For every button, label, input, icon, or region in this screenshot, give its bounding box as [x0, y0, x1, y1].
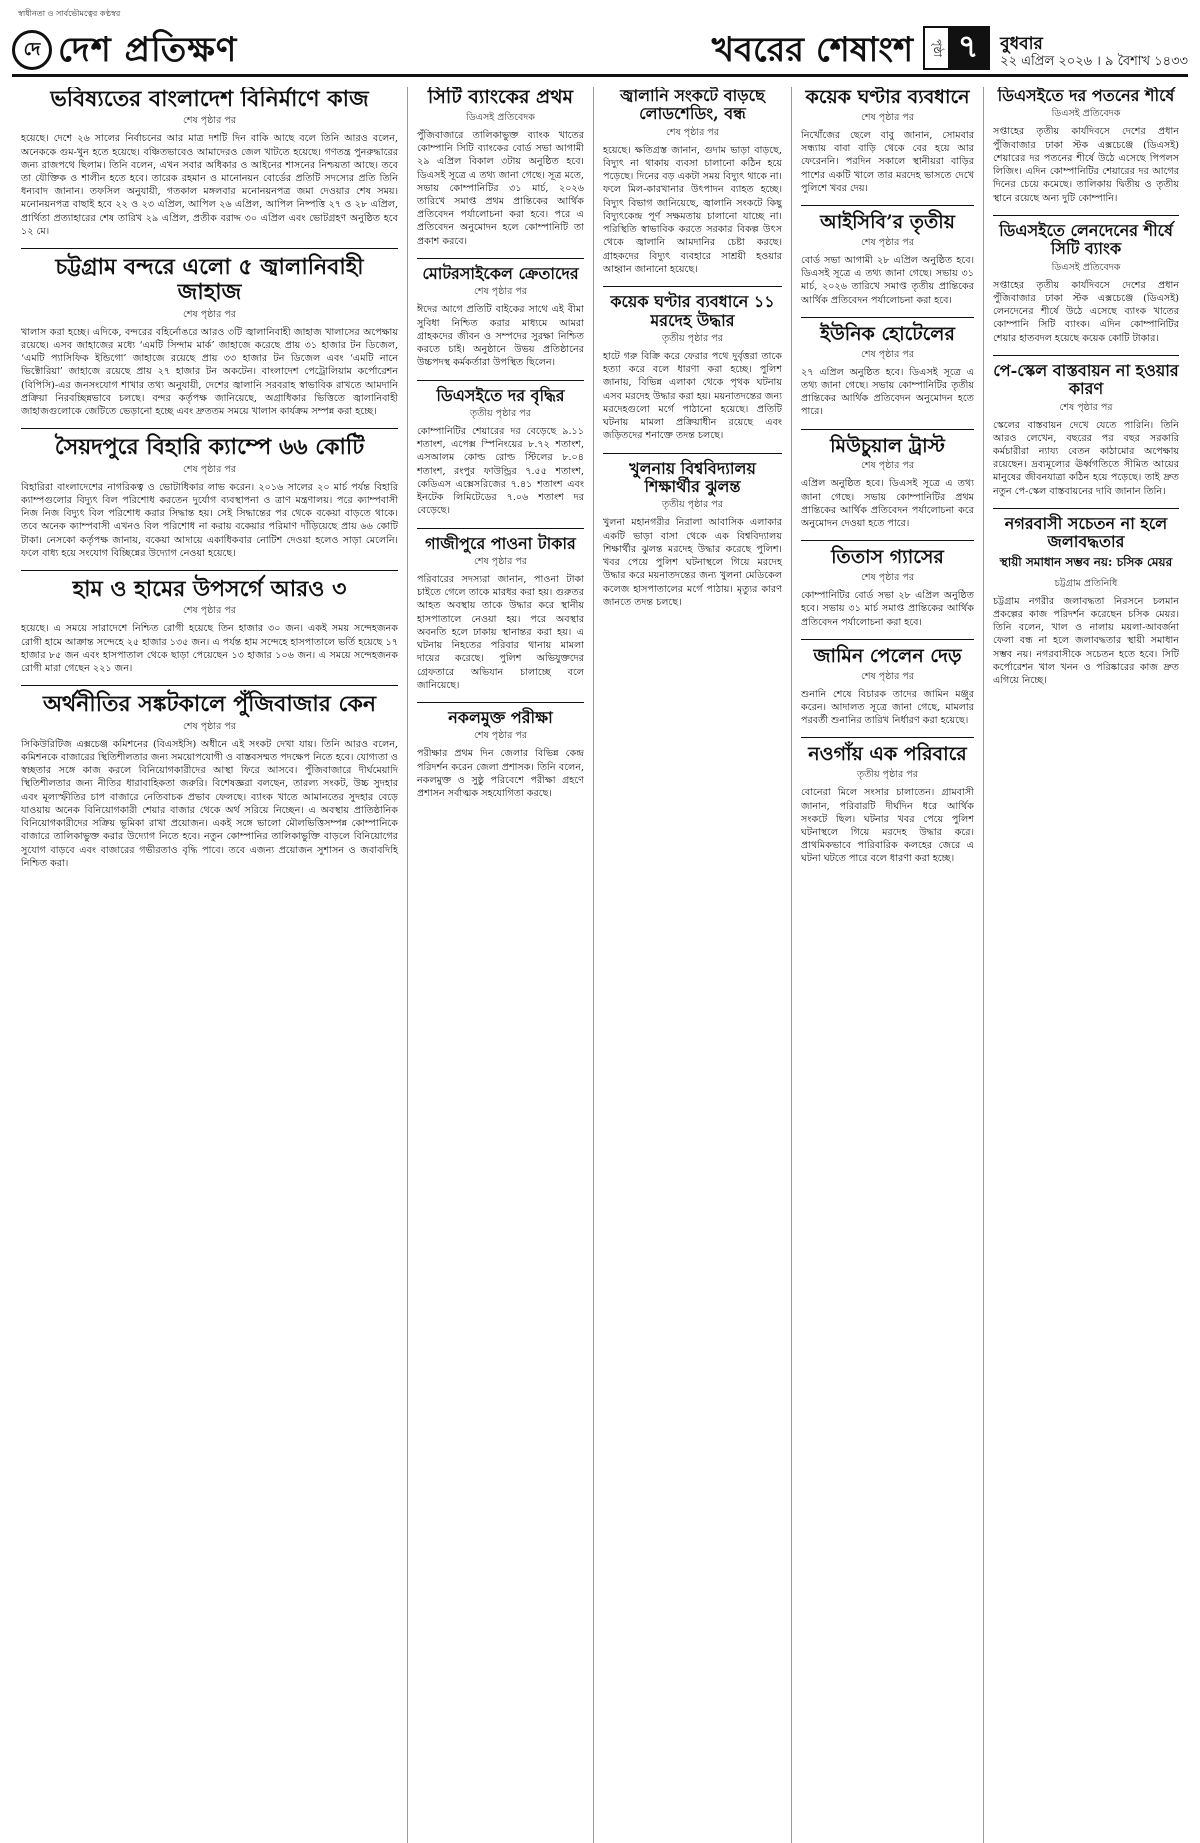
column-3 — [594, 87, 792, 1843]
article-body: কোম্পানিটির বোর্ড সভা ২৮ এপ্রিল অনুষ্ঠিত হবে। সভায় ৩১ মার্চ সমাপ্ত প্রান্তিকের আর্থিক প্রতিবেদন পর্যালোচনা করা হবে। — [801, 590, 974, 628]
article[interactable] — [993, 87, 1179, 205]
article-headline[interactable]: আইসিবি’র তৃতীয় — [820, 211, 955, 234]
header-right — [712, 26, 1188, 70]
article[interactable] — [993, 355, 1179, 498]
article-body: বিহারিরা বাংলাদেশের নাগরিকত্ব ও ভোটাধিকার লাভ করেন। ২০১৬ সালের ২০ মার্চ পর্যন্ত বিহারি ক্যাম্পগুলোর বিদ্যুৎ বিল পরিশোধ করতেন দুর্যোগ ব্যবস্থাপনা ও ত্রাণ মন্ত্রণালয়। পরে ক্যাম্পবাসী নিজ নিজ বিদ্যুৎ বিল পরিশোধ করার সিদ্ধান্ত হয়। সেই সিদ্ধান্তের পর থেকে বকেয়া বাড়তে থাকে। তবে অনেক ক্যাম্পবাসী এখনও বিল পরিশোধ না করায় বকেয়ার পরিমাণ দাঁড়িয়েছে প্রায় ৬৬ কোটি টাকা। নেসকো কর্তৃপক্ষ জানায়, বকেয়া আদায়ে একাধিকবার নোটিশ দেওয়া হলেও সাড়া মেলেনি। ফলে বাধ্য হয়ে সংযোগ বিচ্ছিন্নের উদ্যোগ নেওয়া হয়েছে। — [21, 481, 398, 559]
section-title: খবরের শেষাংশ — [711, 30, 914, 70]
article-byline: তৃতীয় পৃষ্ঠার পর — [857, 769, 918, 781]
article[interactable] — [801, 87, 974, 195]
article[interactable] — [993, 508, 1179, 687]
article-body: সপ্তাহের তৃতীয় কার্যদিবসে দেশের প্রধান পুঁজিবাজার ঢাকা স্টক এক্সচেঞ্জে (ডিএসই) লেনদেনের শীর্ষে উঠে এসেছে ব্যাংক খাতের কোম্পানি সিটি ব্যাংক। এদিন কোম্পানিটির শেয়ার হাতবদল হয়েছে কয়েক কোটি টাকার। — [993, 279, 1179, 344]
column-4 — [792, 87, 984, 1843]
article[interactable] — [603, 87, 782, 276]
article-body: হয়েছে। ক্ষতিগ্রস্ত জানান, গুদাম ভাড়া বাড়ছে, বিদ্যুৎ না থাকায় ব্যবসা চালানো কঠিন হয়ে পড়েছে। দিনের বড় একটা সময় বিদ্যুৎ থাকে না। ফলে মিল-কারখানার উৎপাদন ব্যাহত হচ্ছে। বিদ্যুৎ বিভাগ জানিয়েছে, জ্বালানি সংকটে কিছু বিদ্যুৎকেন্দ্র পূর্ণ সক্ষমতায় চালানো যাচ্ছে না। পরিস্থিতি স্বাভাবিক করতে সরকার বিকল্প উৎস থেকে জ্বালানি আমদানির চেষ্টা করছে। গ্রাহকদের বিদ্যুৎ ব্যবহারে সাশ্রয়ী হওয়ার আহ্বান জানানো হয়েছে। — [603, 144, 782, 275]
article-headline[interactable]: মিউচুয়াল ট্রাস্ট — [830, 434, 945, 457]
article[interactable] — [801, 205, 974, 307]
article-body: হয়েছে। দেশে ২৬ সালের নির্বাচনের আর মাত্র দশটি দিন বাকি আছে বলে তিনি আরও বলেন, অনেককে গুম-খুন হতে হয়েছে। বঞ্চিতভাবেও আমাদেরও জেল খাটতে হয়েছে। গণতন্ত্র পুনরুদ্ধারের জন্য রাজপথে ছিলাম। তিনি বলেন, এখন সবার অধিকার ও আইনের শাসনের নিশ্চয়তা আছে। তবে তা যৌক্তিক ও শালীন হতে হবে। তারেক রহমান ও মানোনয়ন বোর্ডের প্রতিটি সদস্যের প্রতি তিনি ধন্যবাদ জানান। তফসিল অনুযায়ী, গতকাল মঙ্গলবার মনোনয়নপত্র জমা দেওয়ার শেষ সময়। মনোনয়নপত্র বাছাই হবে ২২ ও ২৩ এপ্রিল, আপিল ২৬ এপ্রিল, আপিল নিষ্পত্তি ২৭ ও ২৮ এপ্রিল, প্রার্থিতা প্রত্যাহারের শেষ তারিখ ২৯ এপ্রিল, প্রতীক বরাদ্দ ৩০ এপ্রিল এবং ভোটগ্রহণ অনুষ্ঠিত হবে ১২ মে। — [21, 133, 398, 237]
article-headline[interactable]: গাজীপুরে পাওনা টাকার — [425, 533, 576, 553]
article-byline: শেষ পৃষ্ঠার পর — [1059, 401, 1113, 413]
article-headline[interactable]: মোটরসাইকেল ক্রেতাদের — [422, 263, 579, 283]
article-body: শুনানি শেষে বিচারক তাদের জামিন মঞ্জুর করেন। আদালত সূত্রে জানা গেছে, মামলার পরবর্তী শুনানির তারিখ নির্ধারণ করা হয়েছে। — [801, 688, 974, 727]
article[interactable] — [21, 428, 398, 560]
article-headline[interactable]: ডিএসইতে দর বৃদ্ধির — [436, 385, 565, 405]
article[interactable] — [417, 702, 584, 800]
article-headline[interactable]: তিতাস গ্যাসের — [831, 546, 944, 569]
article-headline[interactable]: চট্টগ্রাম বন্দরে এলো ৫ জ্বালানিবাহী জাহাজ — [55, 254, 364, 306]
article-body: স্কেলের বাস্তবায়ন দেখে যেতে পারিনি। তিনি আরও লেখেন, বছরের পর বছর সরকারি কর্মচারীরা ন্যায্য বেতন কাঠামোর অপেক্ষায় রয়েছেন। দ্রব্যমূল্যের ঊর্ধ্বগতিতে সীমিত আয়ের মানুষের জীবনযাত্রা কঠিন হয়ে পড়েছে। তাই দ্রুত নতুন পে-স্কেল বাস্তবায়নের দাবি জানান তিনি। — [993, 419, 1179, 497]
article[interactable] — [21, 570, 398, 675]
article-byline: শেষ পৃষ্ঠার পর — [860, 236, 915, 248]
article[interactable] — [21, 248, 398, 418]
article[interactable] — [417, 258, 584, 370]
article[interactable] — [801, 317, 974, 419]
article-byline: চট্টগ্রাম প্রতিনিধি — [1054, 577, 1118, 589]
article-byline: শেষ পৃষ্ঠার পর — [182, 463, 237, 475]
article-body: সিকিউরিটিজ এক্সচেঞ্জ কমিশনের (বিএসইসি) অধীনে এই সংকট দেখা যায়। তিনি আরও বলেন, কমিশনকে বাজারের স্থিতিশীলতার জন্য সময়োপযোগী ও বাস্তবসম্মত পদক্ষেপ নিতে হবে। যোগ্যতা ও স্বচ্ছতার সঙ্গে কাজ করলে বিনিয়োগকারীদের আস্থা ফিরে আসবে। পুঁজিবাজারে দীর্ঘমেয়াদি স্থিতিশীলতার জন্য নীতির ধারাবাহিকতা জরুরি। বিশেষজ্ঞরা বলছেন, তারল্য সংকট, উচ্চ সুদহার এবং মূল্যস্ফীতির চাপ বাজারে নেতিবাচক প্রভাব ফেলছে। ব্যাংক খাতে আমানতের সুদহার বেড়ে যাওয়ায় অনেক বিনিয়োগকারী শেয়ার বাজার থেকে অর্থ সরিয়ে নিচ্ছেন। এ অবস্থায় প্রাতিষ্ঠানিক বিনিয়োগকারীদের সক্রিয় ভূমিকা রাখা প্রয়োজন। একই সঙ্গে ভালো মৌলভিত্তিসম্পন্ন কোম্পানিকে বাজারে তালিকাভুক্ত করার উদ্যোগ নিতে হবে। নতুন কোম্পানির তালিকাভুক্তি বাড়লে বিনিয়োগের সুযোগ বাড়বে এবং বাজারের গভীরতাও বৃদ্ধি পাবে। তবে এজন্য প্রয়োজন সুশাসন ও জবাবদিহি নিশ্চিত করা। — [21, 738, 398, 869]
article-byline: শেষ পৃষ্ঠার পর — [860, 572, 915, 584]
article-headline[interactable]: হাম ও হামের উপসর্গে আরও ৩ — [72, 576, 347, 603]
article[interactable] — [417, 528, 584, 693]
brand[interactable] — [12, 9, 238, 70]
article-headline[interactable]: সিটি ব্যাংকের প্রথম — [427, 87, 574, 108]
columns — [12, 87, 1188, 1843]
article-headline[interactable]: নকলমুক্ত পরীক্ষা — [448, 708, 553, 728]
article-byline: শেষ পৃষ্ঠার পর — [860, 348, 915, 360]
brand-tagline: স্বাধীনতা ও সার্বভৌমত্বের কণ্ঠস্বর — [18, 9, 121, 18]
article[interactable] — [21, 87, 398, 238]
page-number-badge — [923, 26, 990, 70]
article-headline[interactable]: সৈয়দপুরে বিহারি ক্যাম্পে ৬৬ কোটি — [54, 434, 365, 461]
article-headline[interactable]: খুলনায় বিশ্ববিদ্যালয় শিক্ষার্থীর ঝুলন্ত — [629, 458, 756, 496]
article-byline: শেষ পৃষ্ঠার পর — [182, 605, 237, 617]
article-byline: শেষ পৃষ্ঠার পর — [473, 555, 528, 567]
column-2 — [408, 87, 594, 1843]
article-body: নিখোঁজের ছেলে বাবু জানান, সোমবার সন্ধ্যায় বাবা বাড়ি থেকে বের হয়ে আর ফেরেননি। পরদিন সকালে স্থানীয়রা বাড়ির পাশের একটি খালে তার মরদেহ ভাসতে দেখে পুলিশে খবর দেয়। — [801, 129, 974, 194]
article[interactable] — [801, 429, 974, 531]
article-headline[interactable]: ডিএসইতে লেনদেনের শীর্ষে সিটি ব্যাংক — [999, 220, 1173, 259]
article[interactable] — [603, 286, 782, 442]
article[interactable] — [993, 215, 1179, 345]
article-byline: শেষ পৃষ্ঠার পর — [860, 670, 915, 682]
article-body: খালাস করা হচ্ছে। এদিকে, বন্দরের বহির্নোঙরে আরও ৩টি জ্বালানিবাহী জাহাজ খালাসের অপেক্ষায় রয়েছে। এসব জাহাজের মধ্যে ‘এমটি সিন্দাম মার্ক’ জাহাজে করেছে প্রায় ৩১ হাজার টন ডিজেল, ‘এমটি প্যাসিফিক ইন্ডিগো’ জাহাজে রয়েছে প্রায় ৩৩ হাজার টন ডিজেল এবং ‘এমটি নানে ভিক্টোরিয়া’ জাহাজে রয়েছে প্রায় ২৭ হাজার টন অকটেন। বাংলাদেশ পেট্রোলিয়াম কর্পোরেশন (বিপিসি)-এর জনসংযোগ শাখার তথ্য অনুযায়ী, দেশের জ্বালানি সরবরাহ স্বাভাবিক রাখতে আমদানি প্রক্রিয়া নিরবচ্ছিন্নভাবে চলছে। বন্দর কর্তৃপক্ষ জানিয়েছে, অগ্রাধিকার ভিত্তিতে জ্বালানিবাহী জাহাজগুলোকে জেটিতে ভেড়ানো হচ্ছে এবং দ্রুততম সময়ে খালাস কার্যক্রম সম্পন্ন করা হচ্ছে। — [21, 326, 398, 418]
article-headline[interactable]: ডিএসইতে দর পতনের শীর্ষে — [997, 87, 1175, 105]
brand-name: দেশ প্রতিক্ষণ — [58, 30, 238, 70]
article-byline: তৃতীয় পৃষ্ঠার পর — [662, 499, 723, 511]
weekday: বুধবার — [1000, 34, 1043, 54]
article-byline: শেষ পৃষ্ঠার পর — [860, 460, 915, 472]
article[interactable] — [801, 639, 974, 728]
brand-logo-icon: দে — [12, 30, 52, 70]
article-byline: শেষ পৃষ্ঠার পর — [473, 730, 528, 742]
masthead — [12, 8, 1188, 77]
dateline — [1000, 36, 1188, 70]
page-label: পৃষ্ঠা — [931, 39, 945, 57]
article-byline: শেষ পৃষ্ঠার পর — [182, 308, 237, 320]
article-byline: ডিএসই প্রতিবেদক — [1051, 261, 1121, 273]
article-byline: শেষ পৃষ্ঠার পর — [665, 126, 720, 138]
article-headline[interactable]: নওগাঁয় এক পরিবারে — [808, 743, 967, 766]
article[interactable] — [417, 380, 584, 518]
column-5 — [984, 87, 1188, 1843]
column-1 — [12, 87, 408, 1843]
article-byline: ডিএসই প্রতিবেদক — [466, 111, 535, 123]
article-headline[interactable]: কয়েক ঘণ্টার ব্যবধানে — [805, 87, 970, 108]
article-body: খুলনা মহানগরীর নিরালা আবাসিক এলাকার একটি ভাড়া বাসা থেকে এক বিশ্ববিদ্যালয় শিক্ষার্থীর ঝুলন্ত মরদেহ উদ্ধার করেছে পুলিশ। খবর পেয়ে পুলিশ ঘটনাস্থলে গিয়ে মরদেহ উদ্ধার করে ময়নাতদন্তের জন্য খুলনা মেডিকেল কলেজ হাসপাতালের মর্গে পাঠায়। মৃত্যুর কারণ জানতে তদন্ত চলছে। — [603, 517, 782, 608]
article[interactable] — [417, 87, 584, 248]
article[interactable] — [801, 737, 974, 865]
article-body: পুঁজিবাজারে তালিকাভুক্ত ব্যাংক খাতের কোম্পানি সিটি ব্যাংকের বোর্ড সভা আগামী ২৯ এপ্রিল বিকাল ৩টায় অনুষ্ঠিত হবে। ডিএসই সূত্রে এ তথ্য জানা গেছে। সূত্র মতে, সভায় কোম্পানিটির ৩১ মার্চ, ২০২৬ তারিখে সমাপ্ত প্রথম প্রান্তিকের আর্থিক প্রতিবেদন পর্যালোচনা করা হবে। পরে এ প্রতিবেদন অনুমোদন হলে কোম্পানিটি তা প্রকাশ করবে। — [417, 129, 584, 247]
article-body: বোনেরা মিলে সংসার চালাতেন। গ্রামবাসী জানান, পরিবারটি দীর্ঘদিন ধরে আর্থিক সংকটে ছিল। ঘটনার খবর পেয়ে পুলিশ ঘটনাস্থলে গিয়ে মরদেহ উদ্ধার করে। প্রাথমিকভাবে পারিবারিক কলহের জেরে এ ঘটনা ঘটতে পারে বলে ধারণা করা হচ্ছে। — [801, 787, 974, 865]
article-byline: ডিএসই প্রতিবেদক — [1051, 108, 1121, 120]
article[interactable] — [21, 685, 398, 870]
article-body: এপ্রিল অনুষ্ঠিত হবে। ডিএসই সূত্রে এ তথ্য জানা গেছে। সভায় কোম্পানিটির প্রথম প্রান্তিকের আর্থিক প্রতিবেদন পর্যালোচনা করে অনুমোদন দেওয়া হতে পারে। — [801, 478, 974, 530]
article-byline: শেষ পৃষ্ঠার পর — [473, 286, 528, 298]
article-headline[interactable]: পে-স্কেল বাস্তবায়ন না হওয়ার কারণ — [993, 360, 1179, 399]
date: ২২ এপ্রিল ২০২৬ । ৯ বৈশাখ ১৪৩৩ — [1000, 54, 1188, 69]
article-headline[interactable]: জামিন পেলেন দেড় — [813, 644, 962, 667]
article-body: পরীক্ষার প্রথম দিন জেলার বিভিন্ন কেন্দ্র পরিদর্শন করেন জেলা প্রশাসক। তিনি বলেন, নকলমুক্ত ও সুষ্ঠু পরিবেশে পরীক্ষা গ্রহণে প্রশাসন সর্বাত্মক সহযোগিতা করছে। — [417, 748, 584, 800]
article-body: ঈদের আগে প্রতিটি বাইকের সাথে এই বীমা সুবিধা নিশ্চিত করার মাধ্যমে আমরা গ্রাহকদের জীবন ও সম্পদের সুরক্ষা নিশ্চিত করতে চাই। অনুষ্ঠানে উভয় প্রতিষ্ঠানের উচ্চপদস্থ কর্মকর্তারা উপস্থিত ছিলেন। — [417, 304, 584, 369]
article-body: পরিবারের সদস্যরা জানান, পাওনা টাকা চাইতে গেলে তাকে মারধর করা হয়। গুরুতর আহত অবস্থায় তাকে উদ্ধার করে স্থানীয় হাসপাতালে নেওয়া হয়। পরে অবস্থার অবনতি হলে ঢাকায় স্থানান্তর করা হয়। এ ঘটনায় নিহতের পরিবার থানায় মামলা দায়ের করেছে। পুলিশ অভিযুক্তদের গ্রেফতারে অভিযান চালাচ্ছে বলে জানিয়েছে। — [417, 573, 584, 691]
article-byline: তৃতীয় পৃষ্ঠার পর — [470, 407, 531, 419]
article-byline: শেষ পৃষ্ঠার পর — [182, 115, 237, 127]
article-byline: তৃতীয় পৃষ্ঠার পর — [662, 332, 723, 344]
page-number: ৭ — [948, 28, 988, 68]
article-byline: শেষ পৃষ্ঠার পর — [182, 720, 237, 732]
article-body: কোম্পানিটির শেয়ারের দর বেড়েছে ৯.১১ শতাংশ, এপেক্স স্পিনিংয়ের ৮.৭২ শতাংশ, এসআলম কোল্ড রোল্ড স্টিলের ৮.০৪ শতাংশ, রংপুর ফাউন্ড্রির ৭.৫৫ শতাংশ, কেডিএস এক্সেসরিজের ৭.৪১ শতাংশ এবং ইনটেক লিমিটেডের ৭.০৬ শতাংশ দর বেড়েছে। — [417, 425, 584, 517]
article-body: ২৭ এপ্রিল অনুষ্ঠিত হবে। ডিএসই সূত্রে এ তথ্য জানা গেছে। সভায় কোম্পানিটির তৃতীয় প্রান্তিকের আর্থিক প্রতিবেদন অনুমোদন হতে পারে। — [801, 366, 974, 418]
article[interactable] — [603, 453, 782, 609]
article-body: চট্টগ্রাম নগরীর জলাবদ্ধতা নিরসনে চলমান প্রকল্পের কাজ পরিদর্শন করেছেন চসিক মেয়র। তিনি বলেন, খাল ও নালায় ময়লা-আবর্জনা ফেলা বন্ধ না হলে জলাবদ্ধতার স্থায়ী সমাধান সম্ভব নয়। নগরবাসীকে সচেতন হতে হবে। সিটি কর্পোরেশন খাল খনন ও পরিষ্কারের কাজ দ্রুত এগিয়ে নিচ্ছে। — [993, 595, 1179, 687]
article-subhead: স্থায়ী সমাধান সম্ভব নয়: চসিক মেয়র — [999, 554, 1173, 569]
article-body: বোর্ড সভা আগামী ২৮ এপ্রিল অনুষ্ঠিত হবে। ডিএসই সূত্রে এ তথ্য জানা গেছে। সভায় ৩১ মার্চ, ২০২৬ তারিখে সমাপ্ত তৃতীয় প্রান্তিকের আর্থিক প্রতিবেদন পর্যালোচনা করা হবে। — [801, 254, 974, 306]
article-body: সপ্তাহের তৃতীয় কার্যদিবসে দেশের প্রধান পুঁজিবাজার ঢাকা স্টক এক্সচেঞ্জে (ডিএসই) শেয়ারের দর পতনের শীর্ষে উঠে এসেছে পিপলস লিজিং। এদিন কোম্পানিটির শেয়ারের দর আগের দিনের চেয়ে কমেছে। তালিকায় দ্বিতীয় ও তৃতীয় স্থানে রয়েছে অন্য দুটি কোম্পানি। — [993, 126, 1179, 204]
article-headline[interactable]: অর্থনীতির সঙ্কটকালে পুঁজিবাজার কেন — [42, 691, 377, 718]
article-body: হয়েছে। এ সময়ে সারাদেশে নিশ্চিত রোগী হয়েছে তিন হাজার ৩০ জন। একই সময় সন্দেহজনক রোগী হামে আক্রান্ত সন্দেহে ২৫ হাজার ১৩৫ জন। এ পর্যন্ত হাম সন্দেহে হাসপাতালে ভর্তি হয়েছে ১৭ হাজার ৮৫ জন এবং হাসপাতাল থেকে ছাড়া পেয়েছেন ১৩ হাজার ১০৬ জন। এ সময়ে সন্দেহজনক রোগী মারা গেছেন ২২১ জন। — [21, 623, 398, 675]
article-headline[interactable]: জ্বালানি সংকটে বাড়ছে লোডশেডিং, বন্ধ — [620, 87, 765, 124]
article-body: হাটে গরু বিক্রি করে ফেরার পথে দুর্বৃত্তরা তাকে হত্যা করে বলে ধারণা করা হচ্ছে। পুলিশ জানায়, বিভিন্ন এলাকা থেকে পৃথক ঘটনায় এসব মরদেহ উদ্ধার করা হয়। ময়নাতদন্তের জন্য মরদেহগুলো মর্গে পাঠানো হয়েছে। প্রতিটি ঘটনায় মামলা প্রক্রিয়াধীন রয়েছে এবং জড়িতদের শনাক্তে তদন্ত চলছে। — [603, 350, 782, 442]
article-headline[interactable]: ভবিষ্যতের বাংলাদেশ বিনির্মাণে কাজ — [50, 87, 369, 112]
article-headline[interactable]: কয়েক ঘণ্টার ব্যবধানে ১১ মরদেহ উদ্ধার — [610, 292, 775, 330]
article[interactable] — [801, 540, 974, 629]
article-headline[interactable]: নগরবাসী সচেতন না হলে জলাবদ্ধতার — [1004, 513, 1168, 552]
article-byline: শেষ পৃষ্ঠার পর — [860, 111, 915, 123]
article-headline[interactable]: ইউনিক হোটেলের — [820, 322, 955, 345]
